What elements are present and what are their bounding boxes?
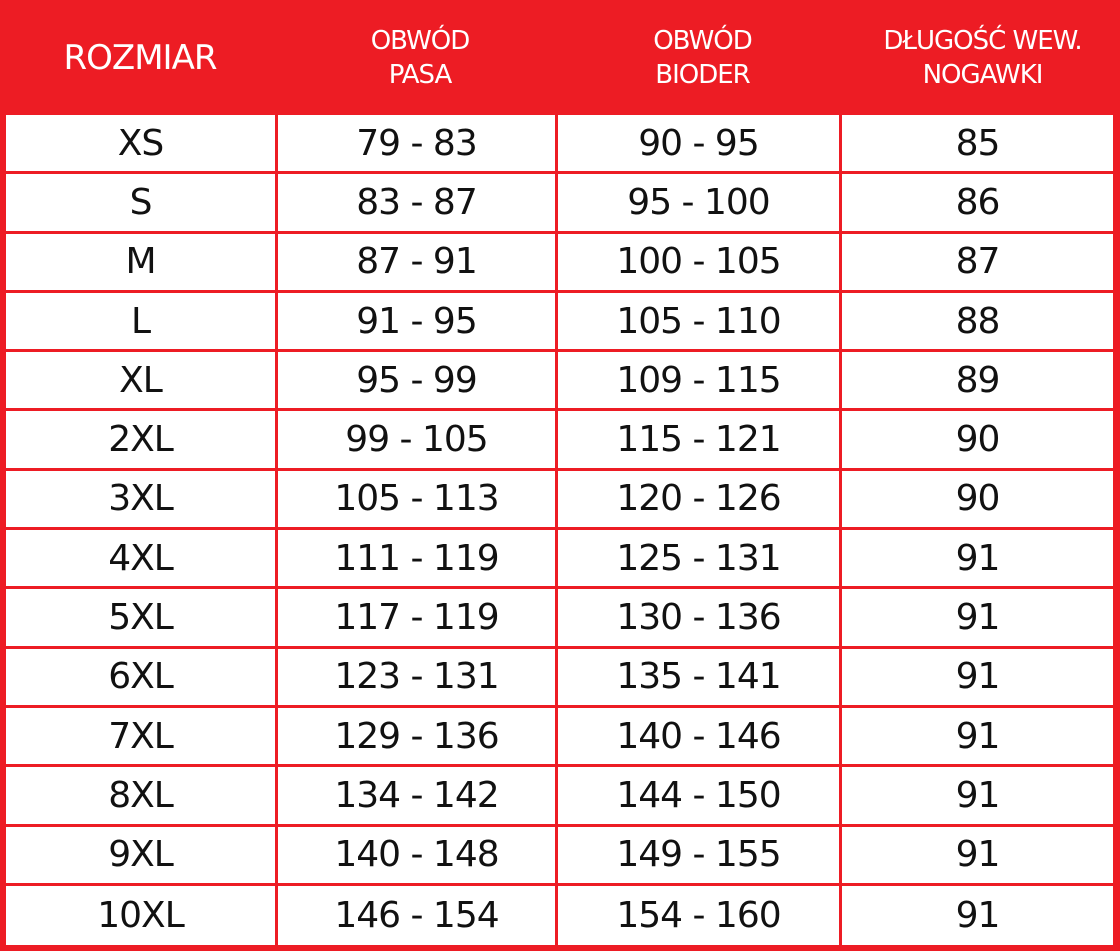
- hips-cell: 105 - 110: [558, 293, 842, 352]
- size-cell: M: [6, 234, 278, 293]
- waist-cell: 134 - 142: [278, 767, 558, 826]
- inseam-cell: 87: [842, 234, 1113, 293]
- header-waist-line1: OBWÓD: [370, 25, 470, 56]
- size-cell: S: [6, 174, 278, 233]
- waist-cell: 146 - 154: [278, 886, 558, 945]
- size-cell: 4XL: [6, 530, 278, 589]
- hips-cell: 154 - 160: [558, 886, 842, 945]
- size-cell: XS: [6, 115, 278, 174]
- waist-cell: 99 - 105: [278, 411, 558, 470]
- header-inseam-line2: NOGAWKI: [922, 59, 1043, 90]
- header-inseam: [845, 0, 1120, 115]
- header-hips-line2: BIODER: [655, 59, 750, 90]
- inseam-cell: 91: [842, 530, 1113, 589]
- hips-cell: 90 - 95: [558, 115, 842, 174]
- size-cell: 9XL: [6, 827, 278, 886]
- header-waist: [280, 0, 560, 115]
- hips-cell: 109 - 115: [558, 352, 842, 411]
- size-cell: L: [6, 293, 278, 352]
- header-size-label: ROZMIAR: [63, 37, 217, 78]
- inseam-cell: 91: [842, 708, 1113, 767]
- hips-cell: 149 - 155: [558, 827, 842, 886]
- table-body: [6, 115, 1113, 945]
- header-waist-line2: PASA: [388, 59, 452, 90]
- waist-cell: 123 - 131: [278, 649, 558, 708]
- inseam-cell: 85: [842, 115, 1113, 174]
- inseam-cell: 89: [842, 352, 1113, 411]
- inseam-cell: 91: [842, 589, 1113, 648]
- hips-cell: 120 - 126: [558, 471, 842, 530]
- size-cell: 3XL: [6, 471, 278, 530]
- inseam-cell: 91: [842, 649, 1113, 708]
- size-cell: 7XL: [6, 708, 278, 767]
- inseam-cell: 86: [842, 174, 1113, 233]
- header-hips-line1: OBWÓD: [653, 25, 752, 56]
- hips-cell: 100 - 105: [558, 234, 842, 293]
- header-inseam-line1: DŁUGOŚĆ WEW.: [883, 25, 1082, 56]
- waist-cell: 111 - 119: [278, 530, 558, 589]
- header-size: [0, 0, 280, 115]
- waist-cell: 140 - 148: [278, 827, 558, 886]
- hips-cell: 140 - 146: [558, 708, 842, 767]
- inseam-cell: 88: [842, 293, 1113, 352]
- inseam-cell: 91: [842, 827, 1113, 886]
- size-cell: 8XL: [6, 767, 278, 826]
- inseam-cell: 91: [842, 767, 1113, 826]
- table-header: [0, 0, 1120, 115]
- hips-cell: 95 - 100: [558, 174, 842, 233]
- size-cell: XL: [6, 352, 278, 411]
- hips-cell: 130 - 136: [558, 589, 842, 648]
- waist-cell: 95 - 99: [278, 352, 558, 411]
- hips-cell: 125 - 131: [558, 530, 842, 589]
- waist-cell: 129 - 136: [278, 708, 558, 767]
- waist-cell: 79 - 83: [278, 115, 558, 174]
- waist-cell: 117 - 119: [278, 589, 558, 648]
- hips-cell: 144 - 150: [558, 767, 842, 826]
- waist-cell: 91 - 95: [278, 293, 558, 352]
- inseam-cell: 91: [955, 895, 1000, 936]
- size-cell: 6XL: [6, 649, 278, 708]
- waist-cell: 105 - 113: [278, 471, 558, 530]
- hips-cell: 115 - 121: [558, 411, 842, 470]
- inseam-cell: 90: [842, 411, 1113, 470]
- inseam-cell: 90: [842, 471, 1113, 530]
- waist-cell: 83 - 87: [278, 174, 558, 233]
- waist-cell: 87 - 91: [278, 234, 558, 293]
- size-cell: 2XL: [6, 411, 278, 470]
- hips-cell: 135 - 141: [558, 649, 842, 708]
- header-hips: [560, 0, 845, 115]
- size-cell: 10XL: [6, 886, 278, 945]
- size-cell: 5XL: [6, 589, 278, 648]
